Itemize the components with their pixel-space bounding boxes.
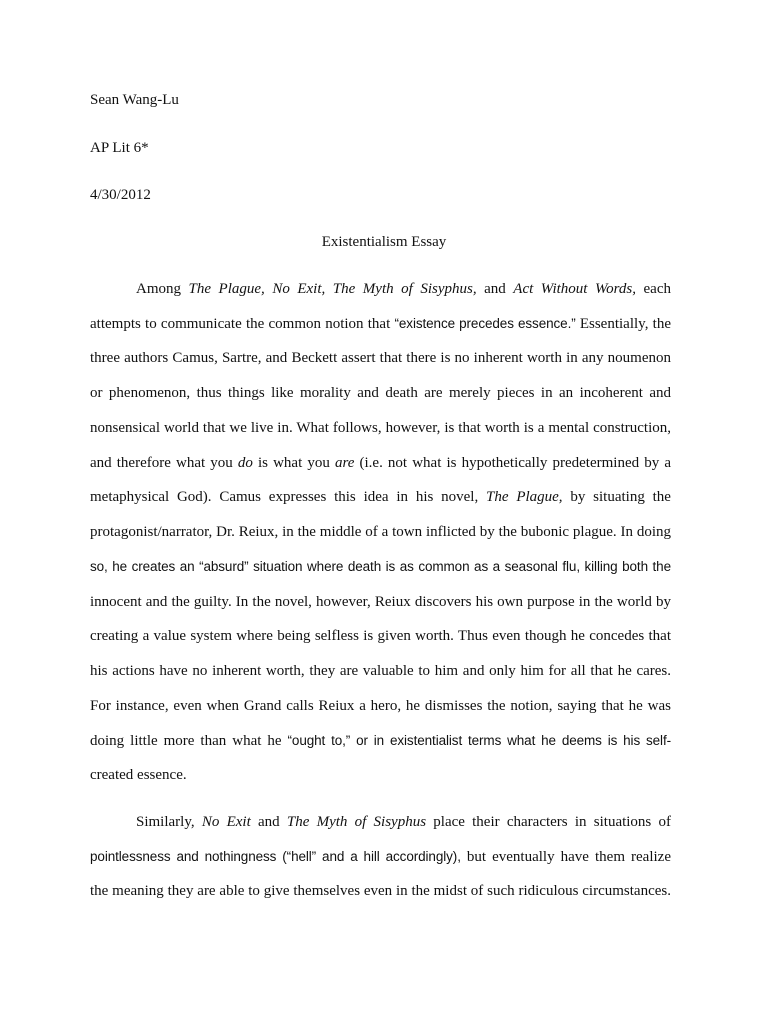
quoted-phrase: (“hell” and a hill accordingly),	[282, 849, 461, 864]
paragraph-1-line-11: creating a value system where being selfless is given worth. Thus even though he concedes that	[90, 628, 671, 644]
paragraph-1-line-5: nonsensical world that we live in. What follows, however, is that worth is a mental construction,	[90, 420, 671, 436]
essay-date: 4/30/2012	[90, 187, 151, 203]
paragraph-1-line-8: protagonist/narrator, Dr. Reiux, in the middle of a town inflicted by the bubonic plague. In doing	[90, 524, 671, 540]
title-reference: The Plague,	[486, 489, 563, 505]
title-reference: No Exit	[201, 814, 251, 830]
title-reference: Act Without Words,	[513, 281, 636, 297]
paragraph-1-line-7: metaphysical God). Camus expresses this idea in his novel, The Plague, by situating the	[90, 489, 671, 505]
quoted-phrase: “existence precedes essence.”	[394, 316, 576, 331]
emphasis-do: do	[237, 455, 253, 471]
paragraph-1-line-14: doing little more than what he “ought to,” or in existentialist terms what he deems is his self-	[90, 733, 671, 749]
title-reference: The Plague, No Exit, The Myth of Sisyphus,	[188, 281, 477, 297]
paragraph-1-line-10: innocent and the guilty. In the novel, however, Reiux discovers his own purpose in the world by	[90, 594, 671, 610]
paragraph-2-line-3: the meaning they are able to give themselves even in the midst of such ridiculous circumstances.	[90, 883, 671, 899]
paragraph-2-line-1: Similarly, No Exit and The Myth of Sisyphus place their characters in situations of	[136, 814, 671, 830]
paragraph-1-line-2: attempts to communicate the common notion that “existence precedes essence.” Essentially, the	[90, 316, 671, 332]
paragraph-1-line-13: For instance, even when Grand calls Reiux a hero, he dismisses the notion, saying that he was	[90, 698, 671, 714]
paragraph-1-line-4: or phenomenon, thus things like morality and death are merely pieces in an incoherent and	[90, 385, 671, 401]
course-name: AP Lit 6*	[90, 140, 149, 156]
title-reference: The Myth of Sisyphus	[286, 814, 427, 830]
paragraph-1-line-6: and therefore what you do is what you are (i.e. not what is hypothetically predetermined by a	[90, 455, 671, 471]
paragraph-1-line-9: so, he creates an “absurd” situation where death is as common as a seasonal flu, killing both the	[90, 559, 671, 574]
emphasis-are: are	[334, 455, 355, 471]
essay-title: Existentialism Essay	[321, 234, 447, 250]
quoted-phrase: “ought to,” or in existentialist terms what he deems is his self-	[287, 733, 671, 748]
paragraph-2-line-2: pointlessness and nothingness (“hell” and a hill accordingly), but eventually have them realize	[90, 849, 671, 865]
author-name: Sean Wang-Lu	[90, 92, 179, 108]
paragraph-1-line-3: three authors Camus, Sartre, and Beckett assert that there is no inherent worth in any noumenon	[90, 350, 671, 366]
paragraph-1-line-15: created essence.	[90, 767, 187, 783]
paragraph-1-line-12: his actions have no inherent worth, they are valuable to him and only him for all that he cares.	[90, 663, 671, 679]
paragraph-1-line-1: Among The Plague, No Exit, The Myth of Sisyphus, and Act Without Words, each	[136, 281, 671, 297]
